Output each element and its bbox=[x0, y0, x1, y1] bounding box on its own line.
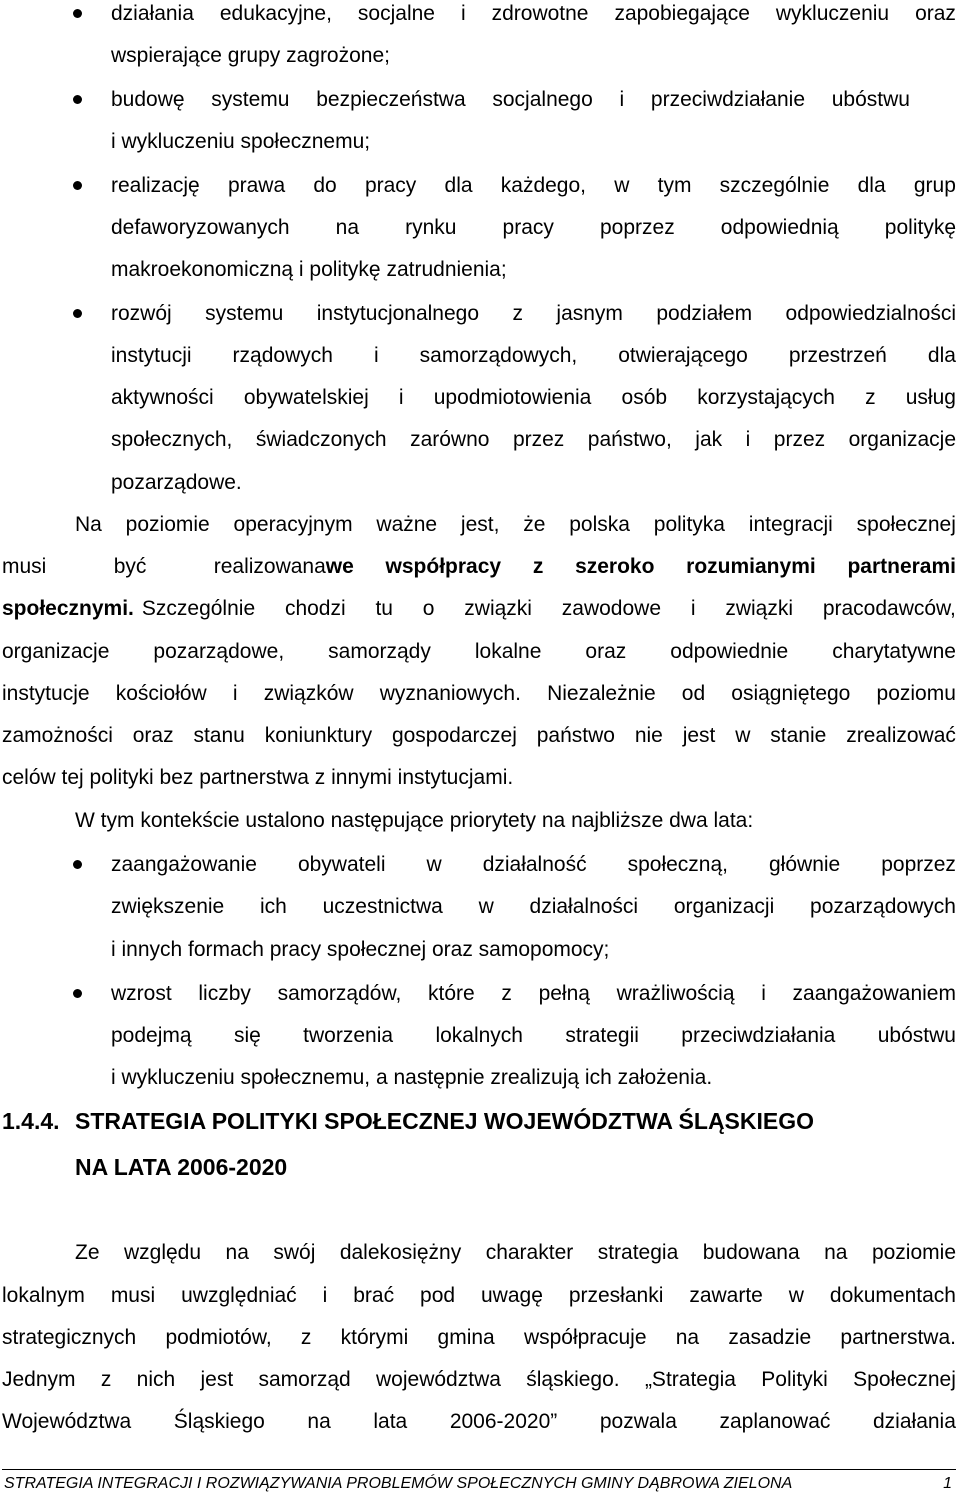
bullet-icon bbox=[73, 9, 82, 18]
section-title-continuation: NA LATA 2006-2020 bbox=[75, 1154, 288, 1180]
section-number: 1.4.4. bbox=[2, 1108, 60, 1134]
list-item-continuation: i wykluczeniu społecznemu, a następnie zrealizują ich założenia. bbox=[111, 1066, 713, 1089]
list-item-continuation: i wykluczeniu społecznemu; bbox=[111, 130, 371, 153]
text-line: Ze względu na swój dalekosiężny charakter strategia budowana na poziomie bbox=[75, 1241, 956, 1264]
list-item-continuation: i innych formach pracy społecznej oraz samopomocy; bbox=[111, 938, 610, 961]
list-item-continuation: defaworyzowanych na rynku pracy poprzez odpowiednią politykę bbox=[111, 216, 956, 239]
list-item-continuation: makroekonomiczną i politykę zatrudnienia; bbox=[111, 258, 507, 281]
list-item: zaangażowanie obywateli w działalność społeczną, głównie poprzez bbox=[111, 853, 956, 876]
list-item: wzrost liczby samorządów, które z pełną wrażliwością i zaangażowaniem bbox=[111, 982, 956, 1005]
list-item-continuation: społecznych, świadczonych zarówno przez państwo, jak i przez organizacje bbox=[111, 428, 956, 451]
bold-text-segment: społecznymi. bbox=[2, 597, 134, 620]
text-segment: musi być realizowana bbox=[2, 555, 326, 578]
text-line: instytucje kościołów i związków wyznaniowych. Niezależnie od osiągniętego poziomu bbox=[2, 682, 956, 705]
bullet-icon bbox=[73, 181, 82, 190]
bullet-icon bbox=[73, 95, 82, 104]
footer-title: STRATEGIA INTEGRACJI I ROZWIĄZYWANIA PROBLEMÓW SPOŁECZNYCH GMINY DĄBROWA ZIELONA bbox=[4, 1475, 793, 1492]
text-line: zamożności oraz stanu koniunktury gospodarczej państwo nie jest w stanie zrealizować bbox=[2, 724, 956, 747]
list-item-continuation: wspierające grupy zagrożone; bbox=[111, 44, 390, 67]
text-line: Jednym z nich jest samorząd województwa śląskiego. „Strategia Polityki Społecznej bbox=[2, 1368, 956, 1391]
bullet-icon bbox=[73, 989, 82, 998]
text-line: organizacje pozarządowe, samorządy lokalne oraz odpowiednie charytatywne bbox=[2, 640, 956, 663]
text-line: celów tej polityki bez partnerstwa z innymi instytucjami. bbox=[2, 766, 514, 789]
text-line: lokalnym musi uwzględniać i brać pod uwagę przesłanki zawarte w dokumentach bbox=[2, 1284, 956, 1307]
text-line bbox=[2, 595, 956, 623]
list-item-continuation: zwiększenie ich uczestnictwa w działalności organizacji pozarządowych bbox=[111, 895, 956, 918]
list-item: działania edukacyjne, socjalne i zdrowotne zapobiegające wykluczeniu oraz bbox=[111, 2, 956, 25]
list-item: rozwój systemu instytucjonalnego z jasnym podziałem odpowiedzialności bbox=[111, 302, 956, 325]
list-item-continuation: instytucji rządowych i samorządowych, otwierającego przestrzeń dla bbox=[111, 344, 956, 367]
text-line bbox=[2, 553, 956, 581]
text-line: Województwa Śląskiego na lata 2006-2020” pozwala zaplanować działania bbox=[2, 1410, 956, 1433]
footer-divider bbox=[2, 1469, 956, 1470]
bullet-icon bbox=[73, 309, 82, 318]
paragraph-priorities-intro: W tym kontekście ustalono następujące priorytety na najbliższe dwa lata: bbox=[75, 809, 754, 832]
text-line: strategicznych podmiotów, z którymi gmina współpracuje na zasadzie partnerstwa. bbox=[2, 1326, 956, 1349]
section-title: STRATEGIA POLITYKI SPOŁECZNEJ WOJEWÓDZTWA ŚLĄSKIEGO bbox=[75, 1108, 815, 1134]
list-item: budowę systemu bezpieczeństwa socjalnego i przeciwdziałanie ubóstwu bbox=[111, 88, 910, 111]
bold-text-segment: we współpracy z szeroko rozumianymi partnerami bbox=[325, 555, 956, 578]
text-segment: Szczególnie chodzi tu o związki zawodowe i związki pracodawców, bbox=[141, 597, 956, 620]
list-item-continuation: pozarządowe. bbox=[111, 471, 242, 494]
list-item: realizację prawa do pracy dla każdego, w tym szczególnie dla grup bbox=[111, 174, 956, 197]
list-item-continuation: podejmą się tworzenia lokalnych strategii przeciwdziałania ubóstwu bbox=[111, 1024, 956, 1047]
list-item-continuation: aktywności obywatelskiej i upodmiotowienia osób korzystających z usług bbox=[111, 386, 956, 409]
page-number: 1 bbox=[943, 1475, 952, 1492]
bullet-icon bbox=[73, 860, 82, 869]
text-line: Na poziomie operacyjnym ważne jest, że polska polityka integracji społecznej bbox=[75, 513, 956, 536]
